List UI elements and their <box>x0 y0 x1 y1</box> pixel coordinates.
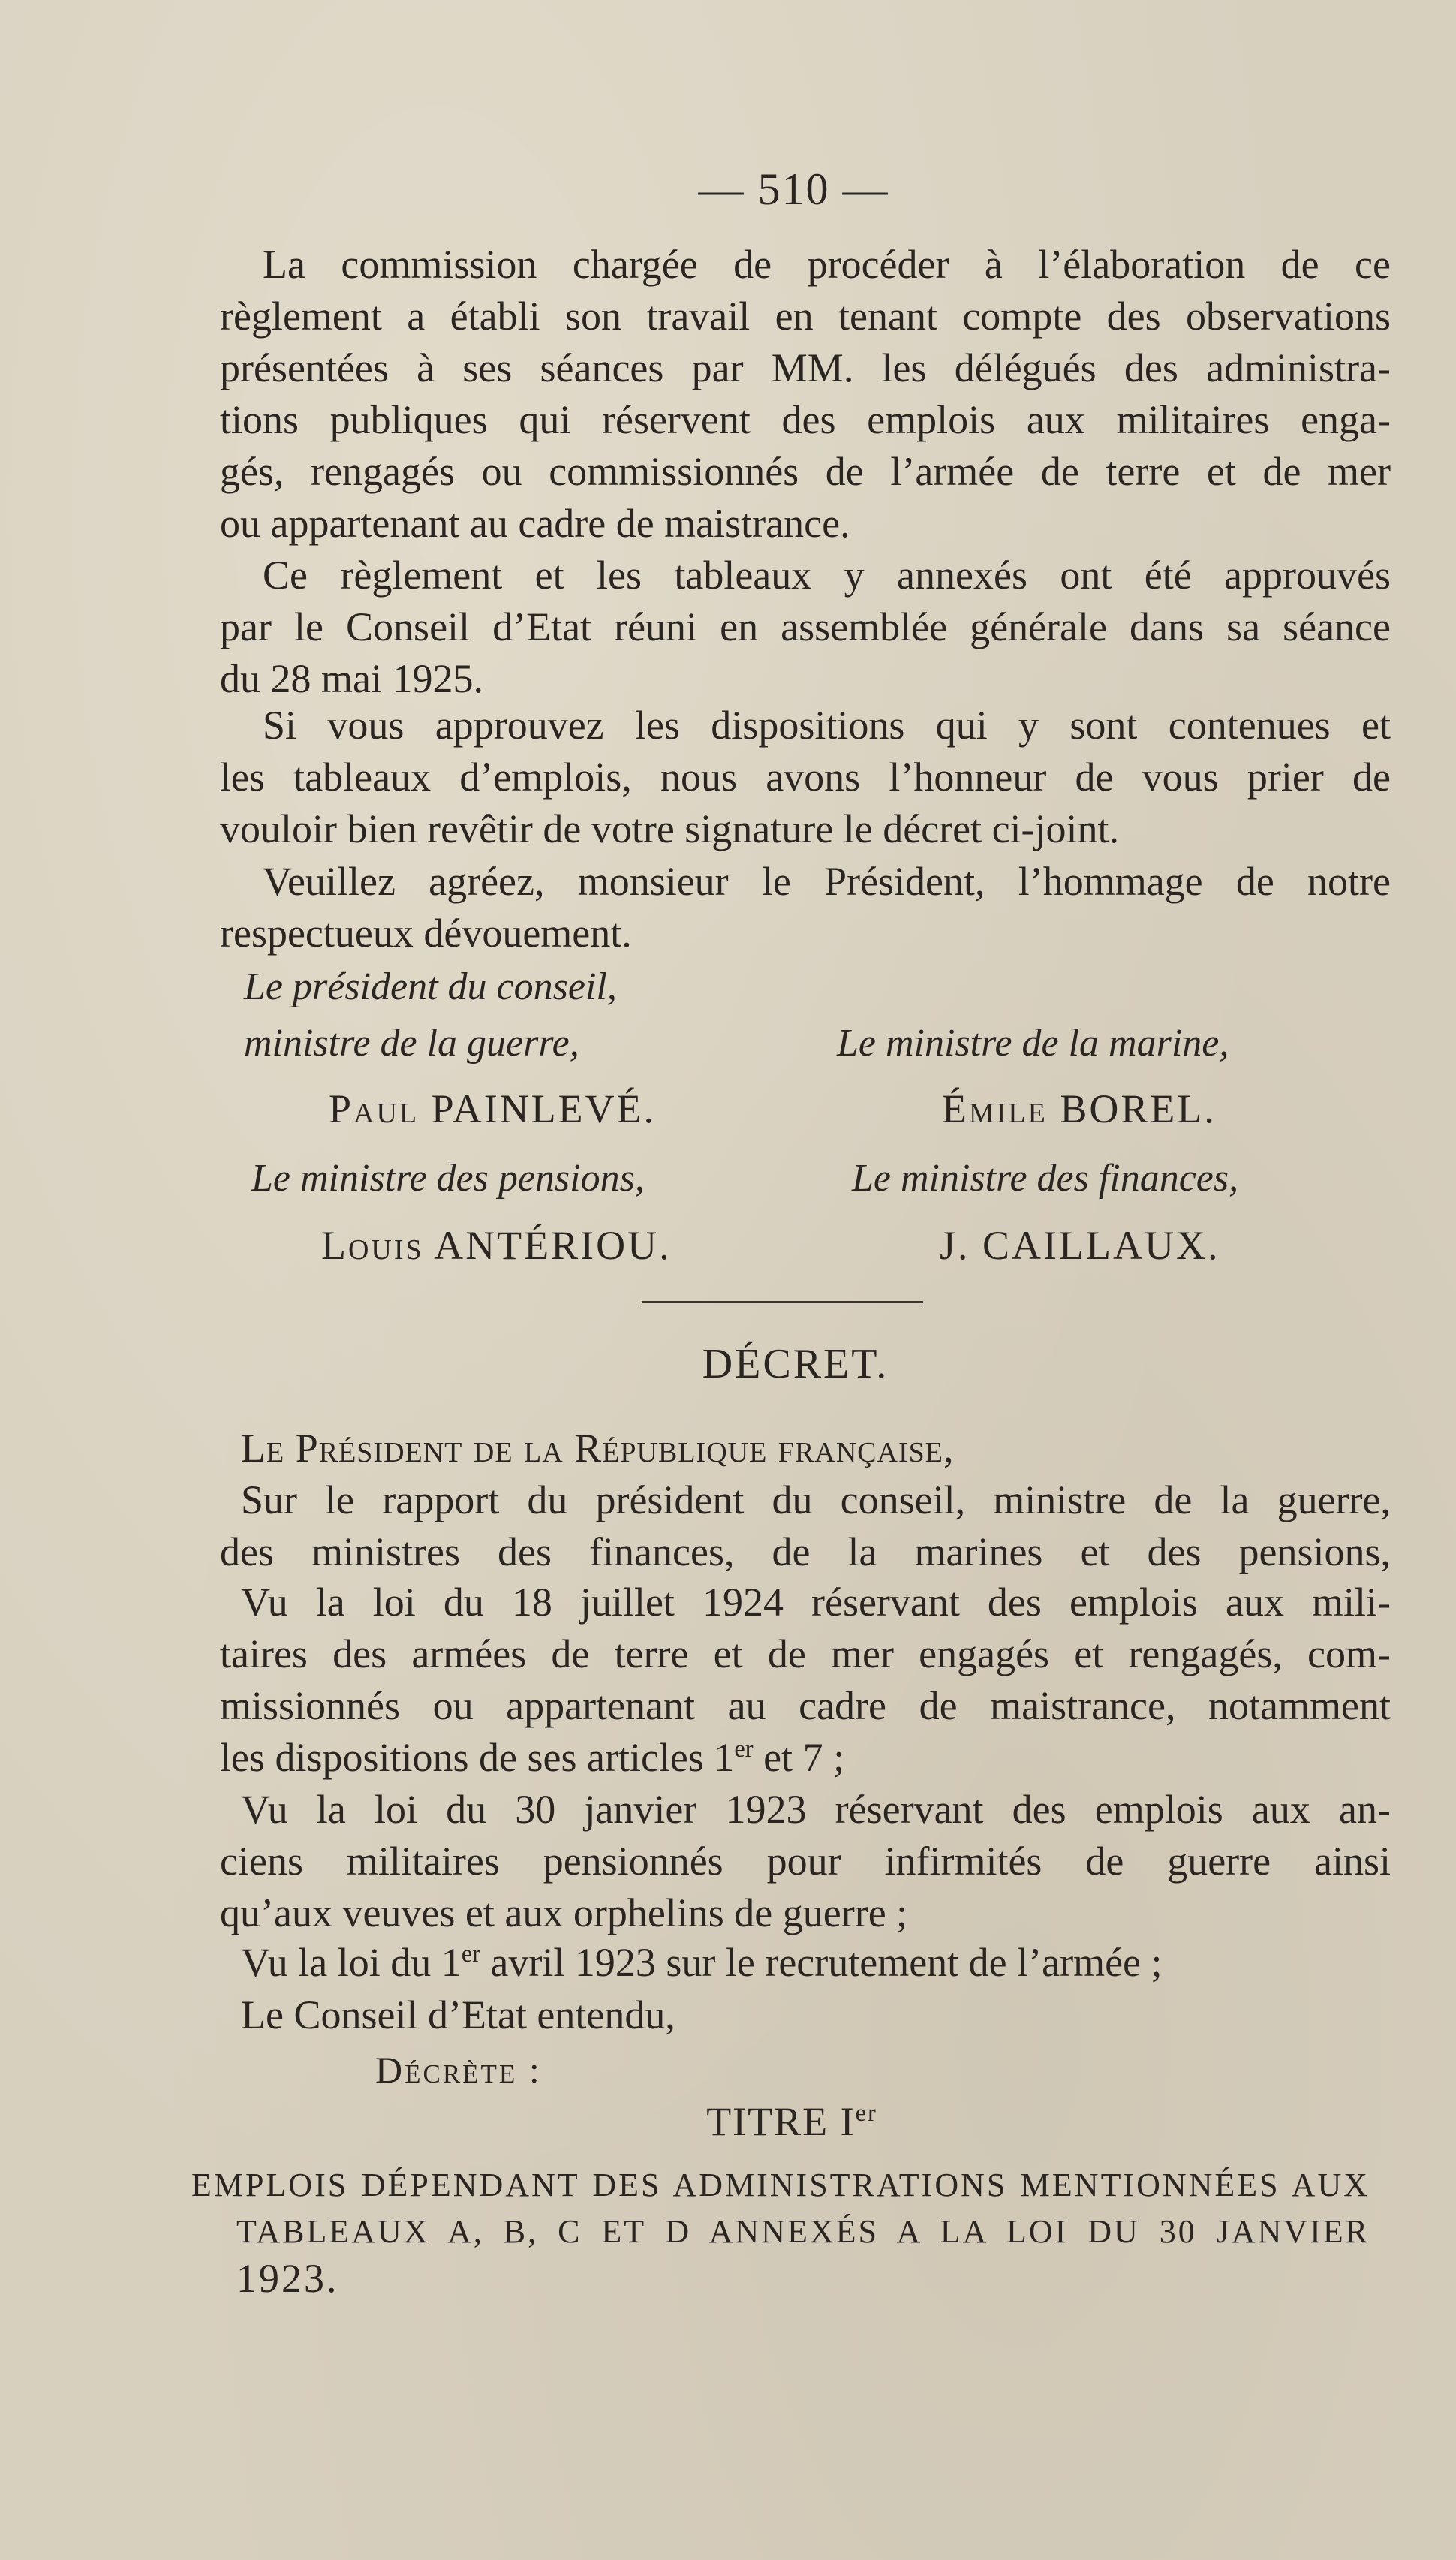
text-line: vouloir bien revêtir de votre signature le décret ci-joint. <box>220 806 1120 851</box>
text-line: du 28 mai 1925. <box>220 656 483 701</box>
superscript: er <box>855 2100 877 2127</box>
decree-heading: DÉCRET. <box>702 1341 889 1387</box>
decree-decrete: Décrète : <box>375 2049 542 2091</box>
emplois-heading <box>191 2162 1370 2302</box>
text-line: présentées à ses séances par MM. les délégués des administra- <box>220 345 1391 390</box>
text-line: Vu la loi du 30 janvier 1923 réservant des emplois aux an- <box>241 1787 1391 1832</box>
signature-title-president-a: Le président du conseil, <box>244 965 617 1008</box>
text-line: Ce règlement et les tableaux y annexés ont été approuvés <box>263 553 1391 598</box>
text-line: La commission chargée de procéder à l’élaboration de ce <box>263 242 1391 287</box>
decree-conseil: Le Conseil d’Etat entendu, <box>241 1992 675 2037</box>
text-line: Vu la loi du 18 juillet 1924 réservant des emplois aux mili- <box>241 1580 1391 1625</box>
decree-vu-1 <box>220 1577 1391 1784</box>
signature-name-borel: Émile BOREL. <box>942 1086 1217 1131</box>
superscript: er <box>734 1736 754 1763</box>
text-line: ou appartenant au cadre de maistrance. <box>220 501 850 546</box>
text-line: Si vous approuvez les dispositions qui y sont contenues et <box>263 703 1391 748</box>
text-line: Le Président de la République française, <box>241 1426 955 1471</box>
decree-preamble <box>220 1423 1391 1578</box>
divider-rule <box>642 1301 923 1303</box>
signature-name-caillaux: J. CAILLAUX. <box>940 1223 1220 1268</box>
text-fragment: TITRE I <box>706 2099 856 2144</box>
text-line <box>220 1732 1391 1784</box>
signature-title-finances: Le ministre des finances, <box>852 1157 1239 1200</box>
signature-name-anteriou: Louis ANTÉRIOU. <box>321 1223 672 1268</box>
decree-vu-3 <box>220 1937 1391 1989</box>
decree-vu-2 <box>220 1784 1391 1939</box>
text-line: ciens militaires pensionnés pour infirmités de guerre ainsi <box>220 1839 1391 1884</box>
signature-title-president-b: ministre de la guerre, <box>244 1022 579 1065</box>
paragraph-reglement <box>220 550 1391 705</box>
titre-heading <box>0 2098 1456 2145</box>
text-line: gés, rengagés ou commissionnés de l’armée de terre et de mer <box>220 449 1391 494</box>
text-line: missionnés ou appartenant au cadre de maistrance, notamment <box>220 1683 1391 1728</box>
signature-title-pensions: Le ministre des pensions, <box>251 1157 645 1200</box>
text-line: règlement a établi son travail en tenant compte des observations <box>220 294 1391 339</box>
superscript: er <box>461 1941 480 1968</box>
text-fragment: avril 1923 sur le recrutement de l’armée ; <box>480 1940 1163 1985</box>
signature-title-marine: Le ministre de la marine, <box>837 1022 1229 1065</box>
signature-name-painleve: Paul PAINLEVÉ. <box>329 1086 657 1131</box>
text-line: TABLEAUX A, B, C ET D ANNEXÉS A LA LOI DU 30 JANVIER <box>236 2213 1370 2250</box>
text-line: qu’aux veuves et aux orphelins de guerre ; <box>220 1890 908 1935</box>
text-line: les tableaux d’emplois, nous avons l’honneur de vous prier de <box>220 754 1391 800</box>
paragraph-closing <box>220 856 1391 959</box>
page-number: — 510 — <box>698 164 889 214</box>
text-fragment: Vu la loi du 1 <box>241 1940 462 1985</box>
text-line: par le Conseil d’Etat réuni en assemblée générale dans sa séance <box>220 604 1391 649</box>
paragraph-approval <box>220 700 1391 855</box>
text-line: Veuillez agréez, monsieur le Président, l’hommage de notre <box>263 859 1391 904</box>
paragraph-commission <box>220 239 1391 550</box>
text-fragment: et 7 ; <box>753 1735 845 1780</box>
text-line <box>220 1937 1391 1989</box>
text-line: EMPLOIS DÉPENDANT DES ADMINISTRATIONS MENTIONNÉES AUX <box>191 2167 1370 2203</box>
text-line: des ministres des finances, de la marines et des pensions, <box>220 1529 1391 1574</box>
text-line: Sur le rapport du président du conseil, ministre de la guerre, <box>241 1477 1391 1522</box>
text-line: respectueux dévouement. <box>220 911 632 956</box>
text-line: taires des armées de terre et de mer engagés et rengagés, com- <box>220 1631 1391 1676</box>
text-fragment: les dispositions de ses articles 1 <box>220 1735 735 1780</box>
text-line: tions publiques qui réservent des emplois aux militaires enga- <box>220 397 1391 442</box>
text-line: 1923. <box>236 2256 339 2301</box>
